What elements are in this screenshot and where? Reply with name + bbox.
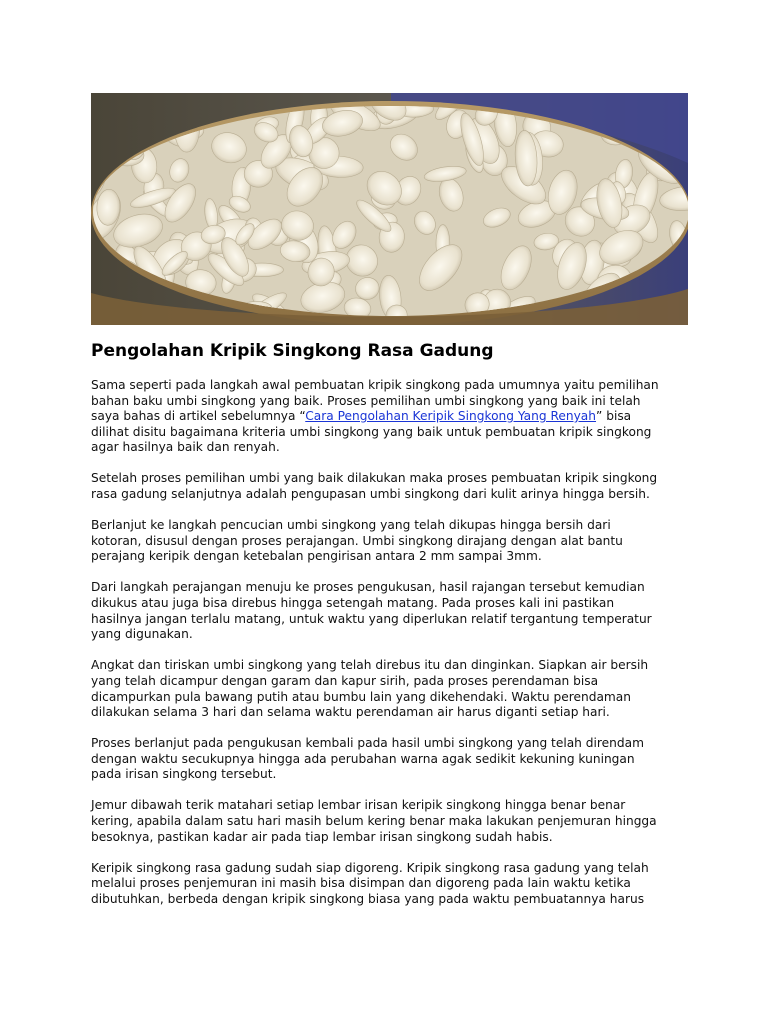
text-line: yang telah dicampur dengan garam dan kapur sirih, pada proses perendaman bisa	[91, 673, 599, 688]
text-line: agar hasilnya baik dan renyah.	[91, 440, 280, 455]
paragraph-7	[91, 798, 691, 845]
text-line: Dari langkah perajangan menuju ke proses pengukusan, hasil rajangan tersebut kemudian	[91, 580, 645, 595]
text-line: Jemur dibawah terik matahari setiap lembar irisan keripik singkong hingga benar benar	[91, 798, 626, 813]
text-line: Sama seperti pada langkah awal pembuatan kripik singkong pada umumnya yaitu pemilihan	[91, 378, 659, 392]
photo-of-cassava-chips-drying-on-woven-tray	[91, 93, 688, 325]
text-line: dengan waktu secukupnya hingga ada perubahan warna agak sedikit kekuning kuningan	[91, 751, 635, 766]
text-line: yang digunakan.	[91, 627, 193, 642]
text-line: bahan baku umbi singkong yang baik. Proses pemilihan umbi singkong yang baik ini telah	[91, 393, 641, 408]
text-line-with-link	[91, 409, 691, 425]
text-line: dilakukan selama 3 hari dan selama waktu perendaman air harus diganti setiap hari.	[91, 705, 610, 720]
paragraph-6	[91, 736, 691, 783]
paragraph-3	[91, 518, 691, 565]
article-body	[91, 378, 691, 923]
paragraph-1	[91, 378, 691, 456]
text-line: kering, apabila dalam satu hari masih belum kering benar maka lakukan penjemuran hingga	[91, 814, 657, 829]
link-suffix: ” bisa	[596, 409, 632, 424]
article-link[interactable]: Cara Pengolahan Keripik Singkong Yang Renyah	[305, 409, 597, 424]
text-line: kotoran, disusul dengan proses perajangan. Umbi singkong dirajang dengan alat bantu	[91, 533, 623, 548]
text-line: Angkat dan tiriskan umbi singkong yang telah direbus itu dan dinginkan. Siapkan air bersih	[91, 658, 649, 673]
text-line: melalui proses penjemuran ini masih bisa disimpan dan digoreng pada lain waktu ketika	[91, 876, 631, 891]
text-line: besoknya, pastikan kadar air pada tiap lembar irisan singkong sudah habis.	[91, 829, 553, 844]
paragraph-5	[91, 658, 691, 720]
text-line: Proses berlanjut pada pengukusan kembali pada hasil umbi singkong yang telah direndam	[91, 736, 644, 751]
link-prefix: saya bahas di artikel sebelumnya “	[91, 409, 306, 424]
text-line: Setelah proses pemilihan umbi yang baik dilakukan maka proses pembuatan kripik singkong	[91, 471, 658, 486]
text-line: dikukus atau juga bisa direbus hingga setengah matang. Pada proses kali ini pastikan	[91, 596, 615, 611]
paragraph-8	[91, 861, 691, 908]
text-line: dibutuhkan, berbeda dengan kripik singkong biasa yang pada waktu pembuatannya harus	[91, 891, 645, 906]
text-line: hasilnya jangan terlalu matang, untuk waktu yang diperlukan relatif tergantung temperatur	[91, 611, 652, 626]
text-line: perajang keripik dengan ketebalan pengirisan antara 2 mm sampai 3mm.	[91, 549, 542, 564]
text-line: Berlanjut ke langkah pencucian umbi singkong yang telah dikupas hingga bersih dari	[91, 518, 611, 533]
text-line: pada irisan singkong tersebut.	[91, 767, 277, 782]
paragraph-2	[91, 471, 691, 502]
article-title: Pengolahan Kripik Singkong Rasa Gadung	[91, 341, 494, 361]
text-line: dicampurkan pula bawang putih atau bumbu lain yang dikehendaki. Waktu perendaman	[91, 689, 631, 704]
paragraph-4	[91, 580, 691, 642]
cassava-chips-photo	[91, 93, 688, 325]
text-line: dilihat disitu bagaimana kriteria umbi singkong yang baik untuk pembuatan kripik singkong	[91, 424, 652, 439]
text-line: Keripik singkong rasa gadung sudah siap digoreng. Kripik singkong rasa gadung yang telah	[91, 860, 649, 875]
text-line: rasa gadung selanjutnya adalah pengupasan umbi singkong dari kulit arinya hingga bersih.	[91, 487, 650, 502]
